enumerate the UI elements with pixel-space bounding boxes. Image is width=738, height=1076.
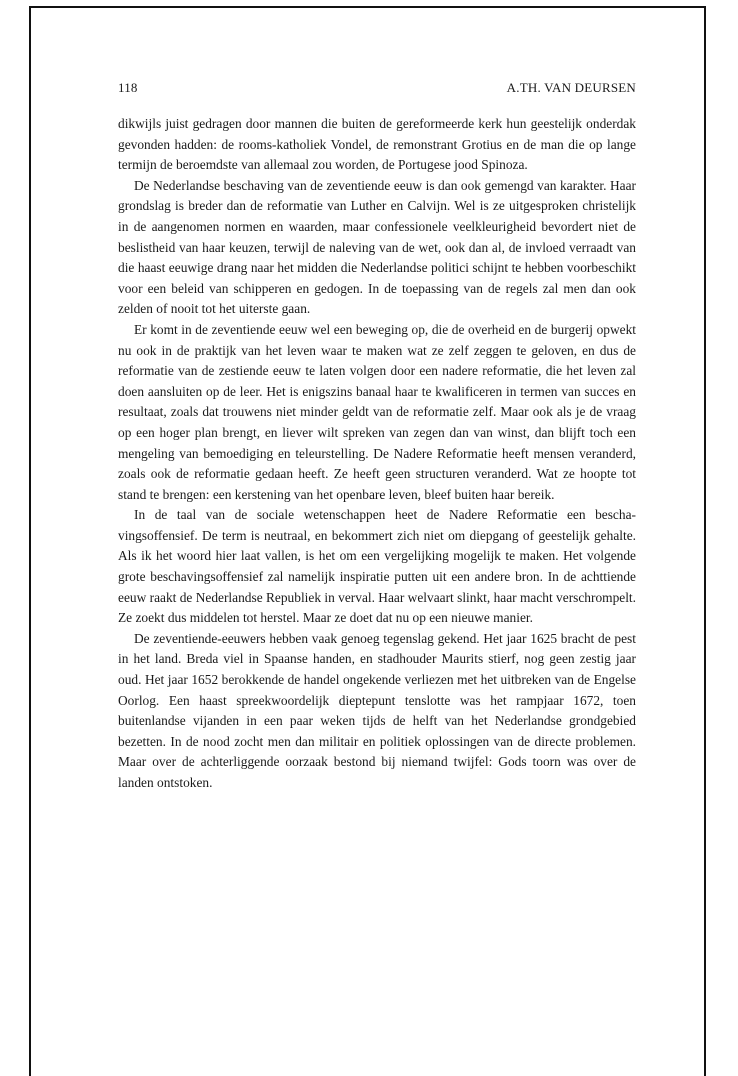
- paragraph-5: De zeventiende-eeuwers hebben vaak genoeg tegenslag gekend. Het jaar 1625 bracht de pest in het land. Breda viel in Spaanse handen, en stadhouder Maurits stierf, nog geen zestig jaar oud. Het jaar 1652 berokkende de handel ongekende verliezen met het uitbreken van de Engelse Oorlog. Een haast spreekwoordelijk dieptepunt tenslotte was het rampjaar 1672, toen buitenlandse vijanden in een paar weken tijds de helft van het Nederlandse grondgebied bezetten. In de nood zocht men dan militair en politiek oplossingen van de directe problemen. Maar over de achterliggende oorzaak bestond bij niemand twijfel: Gods toorn was over de landen ontstoken.: [118, 630, 636, 790]
- paragraph-3: Er komt in de zeventiende eeuw wel een beweging op, die de overheid en de burgerij opwekt nu ook in de praktijk van het leven waar te maken wat ze zelf zeggen te geloven, en dus de reformatie van de zestiende eeuw te laten volgen door een nadere reformatie, die het leven zal doen aansluiten op de leer. Het is enigszins banaal haar te kwalificeren in termen van succes en resultaat, zoals dat trouwens niet minder geldt van de reformatie zelf. Maar ook als je de vraag op een hoger plan brengt, en liever wilt spreken van zegen dan van winst, dan blijft toch een mengeling van bemoediging en teleurstelling. De Nadere Reformatie heeft mensen veranderd, zoals ook de reformatie gedaan heeft. Ze heeft geen structuren veranderd. Wat ze hoopte tot stand te brengen: een kerstening van het openbare leven, bleef buiten haar bereik.: [118, 321, 636, 502]
- running-head-author: A.TH. VAN DEURSEN: [506, 80, 636, 95]
- paragraph-1: dikwijls juist gedragen door mannen die buiten de gereformeerde kerk hun geestelijk onderdak gevonden hadden: de rooms-katholiek Vondel, de remonstrant Grotius en de man die op lange termijn de beroemdste van allemaal zou worden, de Portugese jood Spinoza.: [118, 116, 636, 173]
- body-text: [118, 114, 636, 794]
- paragraph-2: De Nederlandse beschaving van de zeventiende eeuw is dan ook gemengd van karakter. Haar grondslag is breder dan de reformatie van Luther en Calvijn. Wel is ze uitgesproken christelijk in de aangenomen normen en waarden, maar confessionele veelkleurigheid bevordert niet de beslistheid van haar keuzen, terwijl de naleving van de wet, ook dan al, de invloed verraadt van die haast eeuwige drang naar het midden die Nederlandse politici schijnt te hebben voorbeschikt voor een beleid van schipperen en gedogen. In de toepassing van de regels zal men dan ook zelden of nooit tot het uiterste gaan.: [118, 177, 636, 317]
- page-number: 118: [118, 80, 138, 95]
- paragraph-4: In de taal van de sociale wetenschappen heet de Nadere Reformatie een beschavingsoffensief. De term is neutraal, en bekommert zich niet om diepgang of geestelijk gehalte. Als ik het woord hier laat vallen, is het om een vergelijking mogelijk te maken. Het volgende grote beschavingsoffensief zal namelijk inspiratie putten uit een andere bron. In de achttiende eeuw raakt de Nederlandse Republiek in verval. Haar welvaart slinkt, haar macht verschrompelt. Ze zoekt dus middelen tot herstel. Maar ze doet dat nu op een nieuwe manier.: [118, 507, 636, 626]
